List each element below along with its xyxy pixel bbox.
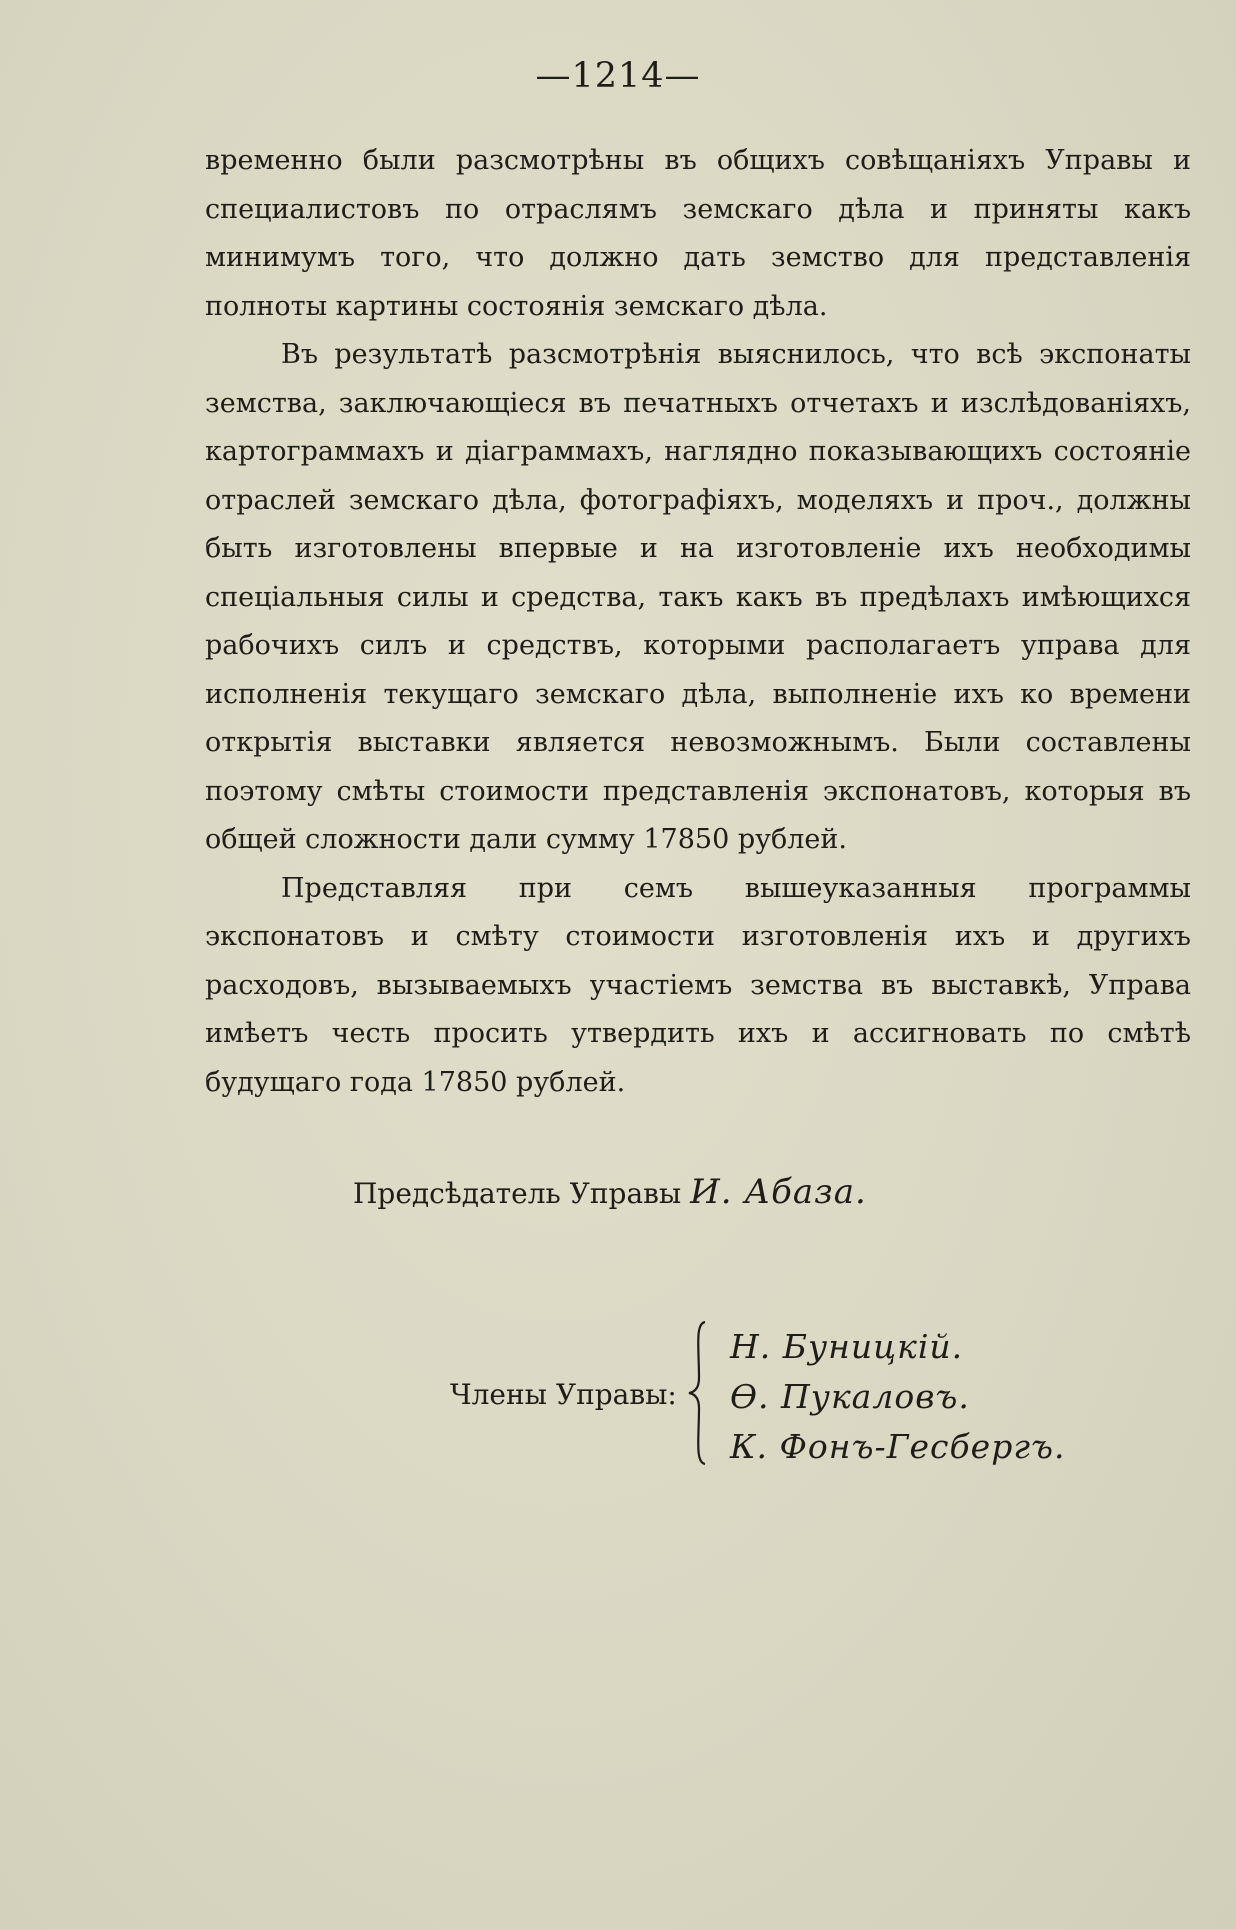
paragraph-2: Въ результатѣ разсмотрѣнія выяснилось, что всѣ экспонаты земства, заключающіеся въ печатныхъ отчетахъ и изслѣдованіяхъ, картограммахъ и діаграммахъ, наглядно показывающихъ состояніе отраслей земскаго дѣла, фотографіяхъ, моделяхъ и проч., должны быть изготовлены впервые и на изготовленіе ихъ необходимы спеціальныя силы и средства, такъ какъ въ предѣлахъ имѣющихся рабочихъ силъ и средствъ, которыми располагаетъ управа для исполненія текущаго земскаго дѣла, выполненіе ихъ ко времени открытія выставки является невозможнымъ. Были составлены поэтому смѣты стоимости представленія экспонатовъ, которыя въ общей сложности дали сумму 17850 рублей. xyxy=(205,339,1191,855)
members-label: Члены Управы: xyxy=(450,1378,677,1411)
members-list xyxy=(730,1322,1065,1472)
paragraph-3: Представляя при семъ вышеуказанныя программы экспонатовъ и смѣту стоимости изготовленія ихъ и другихъ расходовъ, вызываемыхъ участіемъ земства въ выставкѣ, Управа имѣетъ честь просить утвердить ихъ и ассигновать по смѣтѣ будущаго года 17850 рублей. xyxy=(205,872,1191,1098)
member-name: Ѳ. Пукаловъ. xyxy=(730,1377,970,1416)
curly-brace-icon xyxy=(685,1318,725,1468)
chair-title: Предсѣдатель Управы xyxy=(353,1177,682,1210)
member-name: К. Фонъ-Гесбергъ. xyxy=(730,1427,1066,1466)
paragraph-1: временно были разсмотрѣны въ общихъ совѣщаніяхъ Управы и специалистовъ по отраслямъ земскаго дѣла и приняты какъ минимумъ того, что должно дать земство для представленія полноты картины состоянія земскаго дѣла. xyxy=(205,145,1191,322)
body-text xyxy=(205,137,1191,1107)
chair-signature xyxy=(353,1172,867,1212)
member-name: Н. Буницкій. xyxy=(730,1327,964,1366)
page-number: —1214— xyxy=(535,56,701,96)
chair-name: И. Абаза. xyxy=(690,1172,867,1212)
